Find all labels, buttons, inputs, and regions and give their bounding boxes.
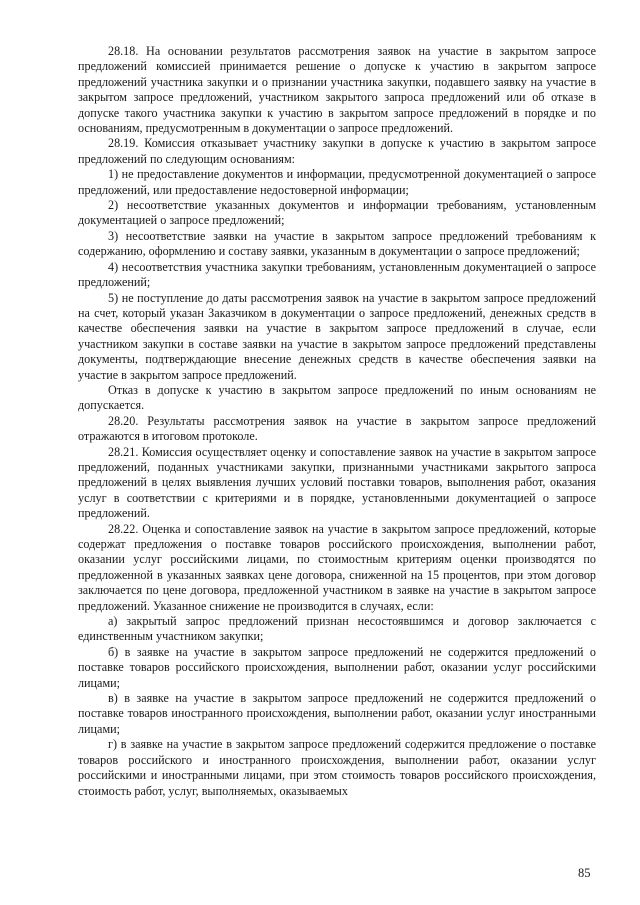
- list-item-g: г) в заявке на участие в закрытом запросе предложений содержится предложение о поставке товаров российского и иностранного происхождения, выполнении работ, оказании услуг российскими и иностранными лицами, при этом стоимость товаров российского происхождения, стоимость работ, услуг, выполняемых, оказываемых: [78, 737, 596, 798]
- list-item-a: а) закрытый запрос предложений признан несостоявшимся и договор заключается с единственным участником закупки;: [78, 614, 596, 644]
- paragraph-28-20: 28.20. Результаты рассмотрения заявок на участие в закрытом запросе предложений отражаются в итоговом протоколе.: [78, 413, 596, 444]
- list-item-b: б) в заявке на участие в закрытом запросе предложений не содержится предложений о поставке товаров российского происхождения, выполнении работ, оказании услуг российскими лицами;: [78, 644, 596, 690]
- list-item-1: 1) не предоставление документов и информации, предусмотренной документацией о запросе предложений, или предоставление недостоверной информации;: [78, 167, 596, 197]
- document-page: [78, 44, 596, 799]
- list-item-v: в) в заявке на участие в закрытом запросе предложений не содержится предложений о поставке товаров иностранного происхождения, выполнении работ, оказании услуг иностранными лицами;: [78, 691, 596, 736]
- paragraph-refusal: Отказ в допуске к участию в закрытом запросе предложений по иным основаниям не допускается.: [78, 382, 596, 413]
- paragraph-28-21: 28.21. Комиссия осуществляет оценку и сопоставление заявок на участие в закрытом запросе предложений, поданных участниками закупки, признанными участниками закрытого запроса предложений в целях выявления лучших условий поставки товаров, выполнения работ, оказания услуг в соответствии с критериями и в порядке, установленными документацией о запросе предложений.: [78, 444, 596, 521]
- list-item-5: 5) не поступление до даты рассмотрения заявок на участие в закрытом запросе предложений на счет, который указан Заказчиком в документации о запросе предложений, денежных средств в качестве обеспечения заявки на участие в закрытом запросе предложений в случае, если участником закупки в составе заявки на участие в закрытом запросе предложений представлены документы, подтверждающие внесение денежных средств в качестве обеспечения заявки на участие в закрытом запросе предложений.: [78, 290, 596, 382]
- list-item-3: 3) несоответствие заявки на участие в закрытом запросе предложений требованиям к содержанию, оформлению и составу заявки, указанным в документации о запросе предложений;: [78, 228, 596, 259]
- list-item-4: 4) несоответствия участника закупки требованиям, установленным документацией о запросе предложений;: [78, 259, 596, 290]
- page-number: 85: [578, 866, 591, 880]
- paragraph-28-19: 28.19. Комиссия отказывает участнику закупки в допуске к участию в закрытом запросе предложений по следующим основаниям:: [78, 136, 596, 166]
- paragraph-28-18: 28.18. На основании результатов рассмотрения заявок на участие в закрытом запросе предложений комиссией принимается решение о допуске к участию в закрытом запросе предложений участника закупки и о признании участника закупки, подавшего заявку на участие в закрытом запросе предложений, участником закрытого запроса предложений или об отказе в допуске такого участника закупки к участию в закрытом запросе предложений в порядке и по основаниям, предусмотренным в документации о запросе предложений.: [78, 44, 596, 136]
- paragraph-28-22: 28.22. Оценка и сопоставление заявок на участие в закрытом запросе предложений, которые содержат предложения о поставке товаров российского происхождения, выполнении работ, оказании услуг российскими лицами, по стоимостным критериям оценки производятся по предложенной в указанных заявках цене договора, сниженной на 15 процентов, при этом договор заключается по цене договора, предложенной участником в заявке на участие в закрытом запросе предложений. Указанное снижение не производится в случаях, если:: [78, 521, 596, 613]
- list-item-2: 2) несоответствие указанных документов и информации требованиям, установленным документацией о запросе предложений;: [78, 198, 596, 228]
